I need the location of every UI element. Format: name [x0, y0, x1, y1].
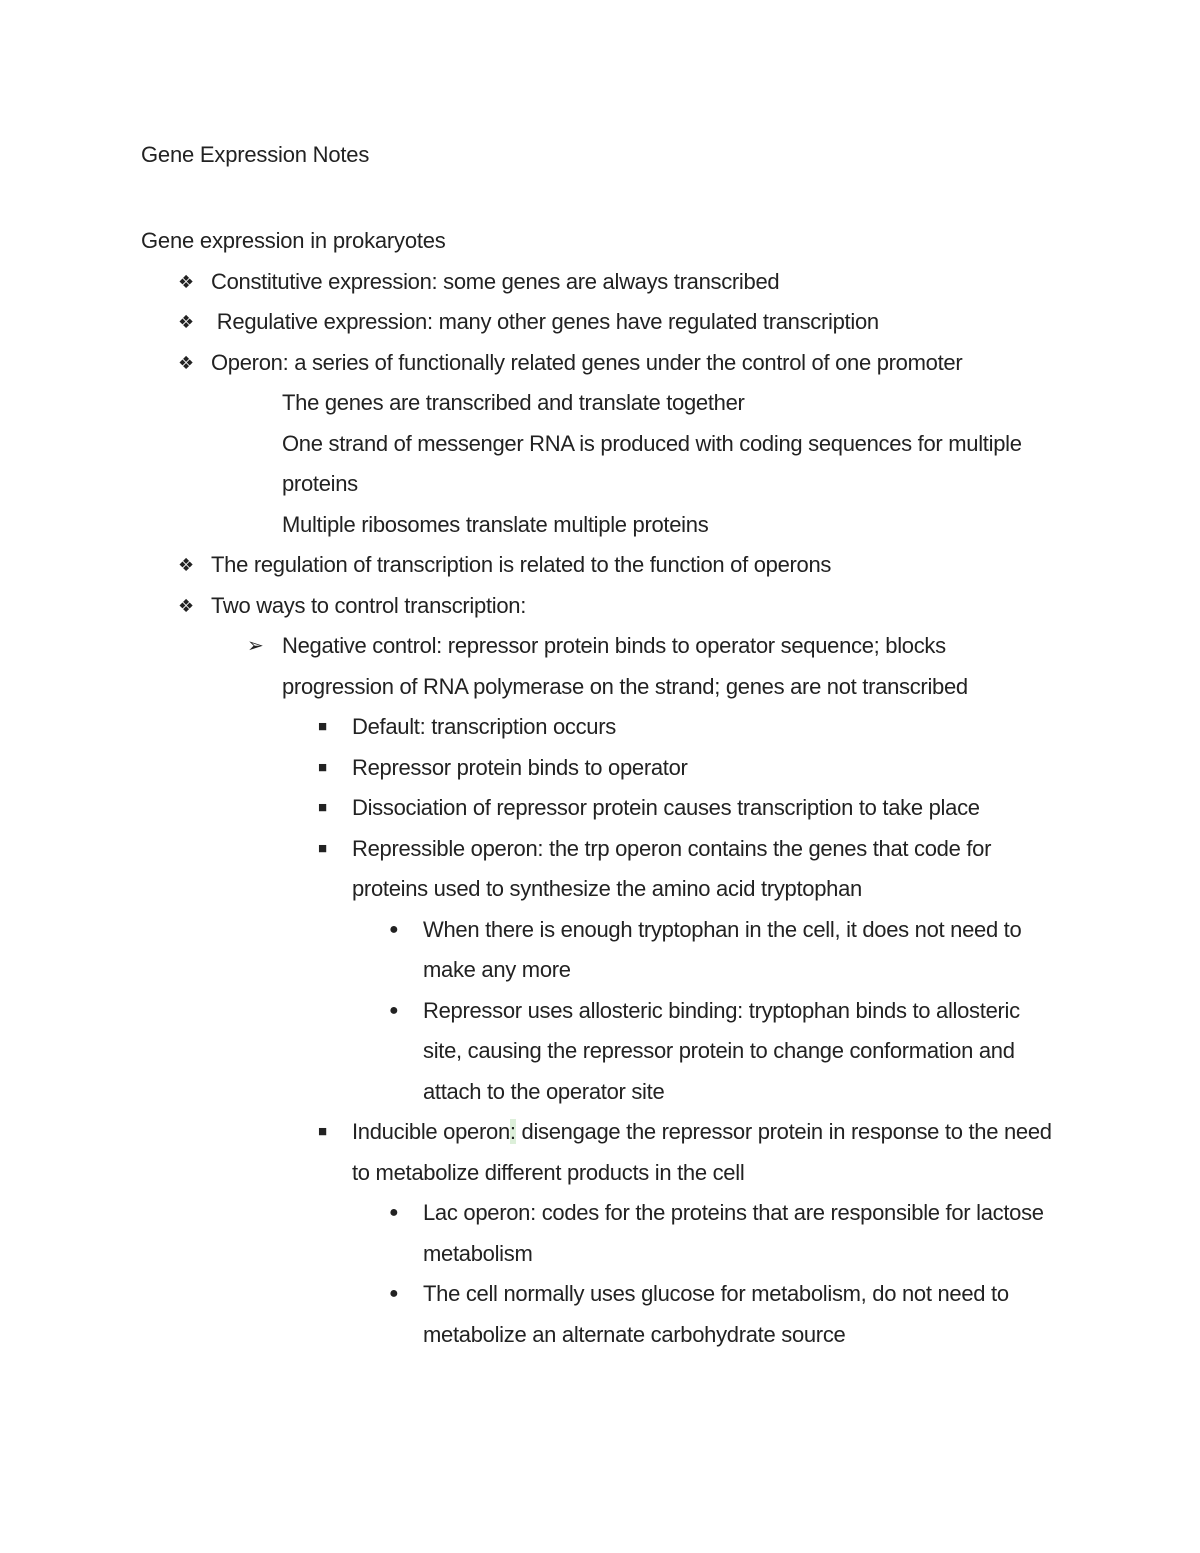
- list-item: [141, 1112, 1058, 1193]
- diamond-bullet-icon: ❖: [178, 595, 194, 616]
- list-item-text: Multiple ribosomes translate multiple proteins: [282, 511, 709, 537]
- list-item-text: Default: transcription occurs: [352, 714, 616, 739]
- list-item: [141, 302, 1101, 343]
- diamond-bullet-icon: ❖: [178, 555, 194, 575]
- list-item-text: Regulative expression: many other genes have regulated transcription: [211, 309, 879, 334]
- list-item: [141, 1274, 1063, 1355]
- list-item: [141, 788, 1101, 829]
- list-item-text: [352, 1119, 1058, 1185]
- arrowhead-bullet-icon: ➢: [247, 635, 264, 657]
- document-title: Gene Expression Notes: [141, 142, 370, 167]
- square-bullet-icon: ■: [318, 839, 327, 857]
- list-item-text: Dissociation of repressor protein causes transcription to take place: [352, 795, 980, 820]
- list-item-text: Negative control: repressor protein binds to operator sequence; blocks progression of RNA polymerase on the strand; genes are not transcribed: [282, 633, 968, 699]
- section-heading: Gene expression in prokaryotes: [141, 228, 446, 253]
- list-item-text: One strand of messenger RNA is produced with coding sequences for multiple proteins: [282, 430, 1022, 496]
- list-item-text: The genes are transcribed and translate together: [282, 390, 745, 415]
- list-item: [141, 424, 1032, 505]
- list-item-text: Constitutive expression: some genes are always transcribed: [211, 268, 780, 294]
- list-item: [141, 505, 1101, 546]
- round-bullet-icon: ●: [389, 1001, 399, 1019]
- square-bullet-icon: ■: [318, 1123, 327, 1140]
- square-bullet-icon: ■: [318, 718, 327, 735]
- list-item-text: Two ways to control transcription:: [211, 592, 527, 618]
- notes-section: [141, 221, 1101, 1355]
- list-item: [141, 262, 1101, 303]
- round-bullet-icon: ●: [389, 920, 399, 938]
- list-item: [141, 829, 1072, 910]
- diamond-bullet-icon: ❖: [178, 352, 194, 373]
- list-item: [141, 545, 1101, 586]
- diamond-bullet-icon: ❖: [178, 312, 194, 332]
- list-item-text: Lac operon: codes for the proteins that are responsible for lactose metabolism: [423, 1200, 1044, 1266]
- inducible-description: disengage the repressor protein in response to the need to metabolize different products in the cell: [352, 1119, 1058, 1185]
- list-item: [141, 626, 1062, 707]
- highlighted-colon: :: [509, 1119, 516, 1144]
- list-item-text: The cell normally uses glucose for metabolism, do not need to metabolize an alternate carbohydrate source: [423, 1281, 1009, 1347]
- list-item: [141, 910, 1073, 991]
- square-bullet-icon: ■: [318, 758, 327, 776]
- list-item-text: Repressor protein binds to operator: [352, 754, 688, 780]
- round-bullet-icon: ●: [389, 1204, 399, 1221]
- list-item-text: Operon: a series of functionally related genes under the control of one promoter: [211, 349, 963, 375]
- list-item-text: Repressible operon: the trp operon contains the genes that code for proteins used to synthesize the amino acid tryptophan: [352, 835, 992, 901]
- list-item-text: The regulation of transcription is related to the function of operons: [211, 552, 832, 577]
- inducible-term: Inducible operon: [352, 1119, 510, 1144]
- round-bullet-icon: ●: [389, 1285, 399, 1302]
- list-item: [141, 383, 1101, 424]
- list-item: [141, 343, 1101, 384]
- diamond-bullet-icon: ❖: [178, 271, 194, 292]
- list-item: [141, 748, 1101, 789]
- list-item-text: When there is enough tryptophan in the cell, it does not need to make any more: [423, 916, 1022, 982]
- list-item: [141, 586, 1101, 627]
- list-item: [141, 707, 1101, 748]
- list-item: [141, 1193, 1053, 1274]
- list-item: [141, 991, 1023, 1113]
- square-bullet-icon: ■: [318, 799, 327, 816]
- list-item-text: Repressor uses allosteric binding: tryptophan binds to allosteric site, causing the repressor protein to change conformation and attach to the operator site: [423, 997, 1020, 1104]
